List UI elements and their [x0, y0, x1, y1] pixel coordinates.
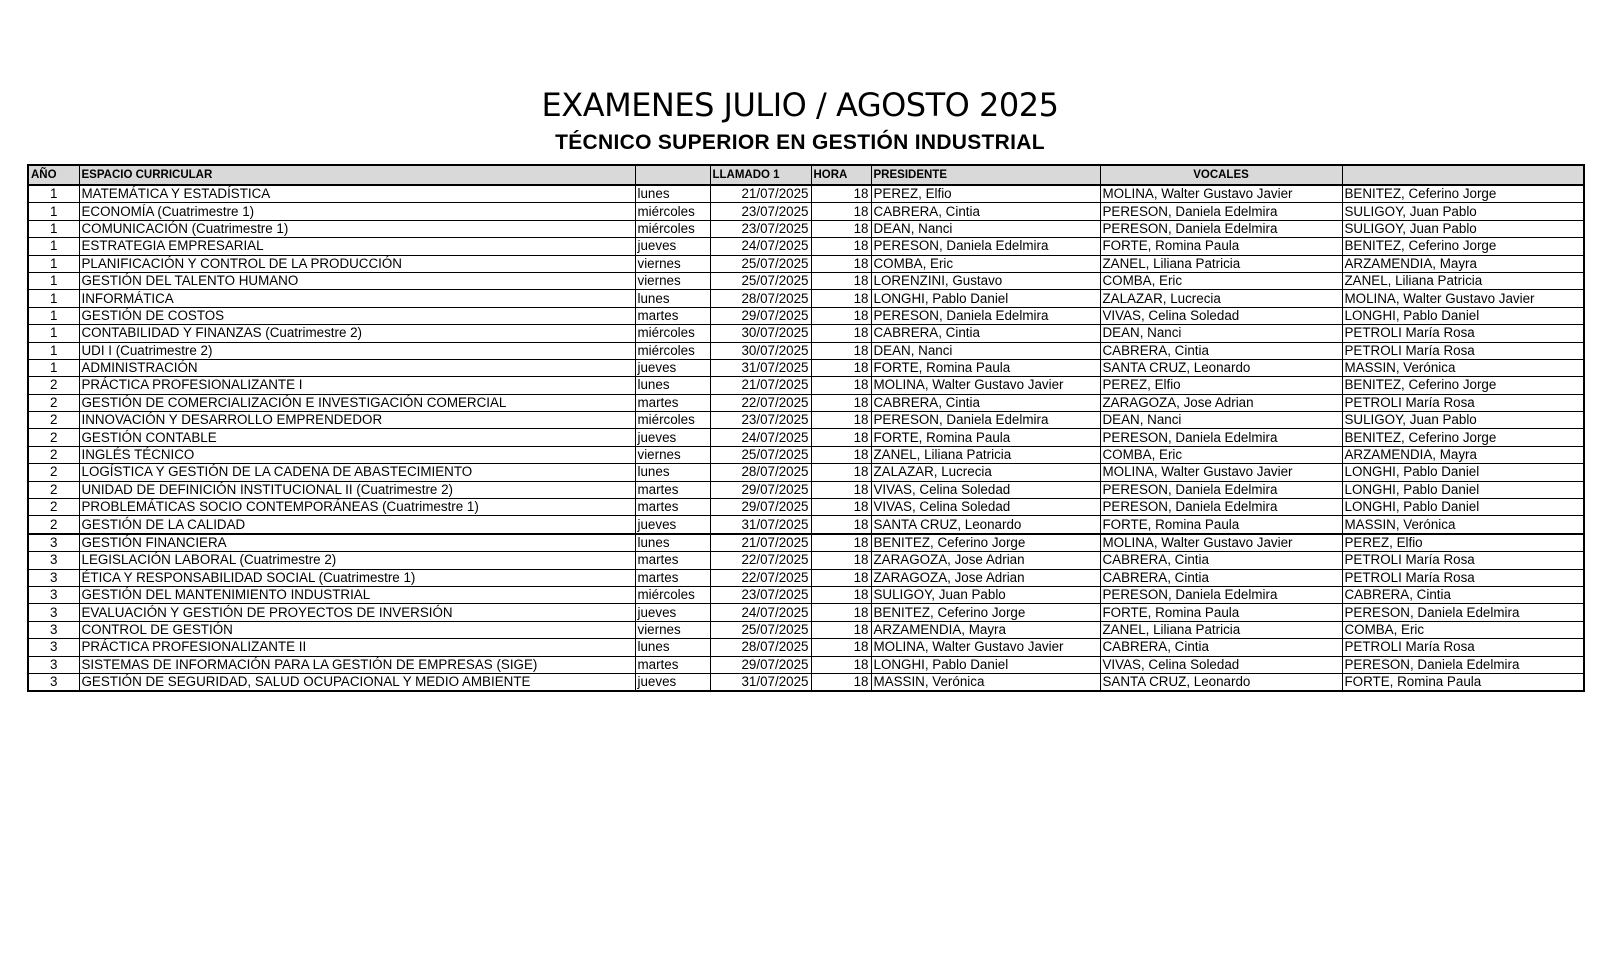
cell-dia: viernes — [635, 255, 710, 272]
cell-presidente: DEAN, Nanci — [871, 342, 1100, 359]
cell-vocal2: LONGHI, Pablo Daniel — [1342, 307, 1584, 324]
cell-fecha: 30/07/2025 — [710, 325, 811, 342]
cell-vocal2: MOLINA, Walter Gustavo Javier — [1342, 290, 1584, 307]
cell-vocal1: CABRERA, Cintia — [1100, 639, 1342, 656]
cell-presidente: CABRERA, Cintia — [871, 325, 1100, 342]
cell-dia: martes — [635, 394, 710, 411]
cell-hora: 18 — [811, 604, 871, 621]
cell-dia: jueves — [635, 429, 710, 446]
cell-fecha: 25/07/2025 — [710, 446, 811, 463]
cell-anio: 2 — [28, 481, 79, 498]
cell-vocal2: SULIGOY, Juan Pablo — [1342, 203, 1584, 220]
cell-vocal1: PERESON, Daniela Edelmira — [1100, 203, 1342, 220]
cell-vocal1: PERESON, Daniela Edelmira — [1100, 220, 1342, 237]
cell-presidente: CABRERA, Cintia — [871, 203, 1100, 220]
cell-vocal2: BENITEZ, Ceferino Jorge — [1342, 185, 1584, 203]
cell-espacio: GESTIÓN DE SEGURIDAD, SALUD OCUPACIONAL Y MEDIO AMBIENTE — [79, 673, 635, 691]
cell-hora: 18 — [811, 586, 871, 603]
cell-espacio: PRÁCTICA PROFESIONALIZANTE I — [79, 377, 635, 394]
cell-dia: lunes — [635, 290, 710, 307]
cell-vocal2: PETROLI María Rosa — [1342, 552, 1584, 569]
cell-hora: 18 — [811, 552, 871, 569]
cell-vocal2: PETROLI María Rosa — [1342, 394, 1584, 411]
table-row — [28, 621, 1584, 638]
cell-anio: 1 — [28, 185, 79, 203]
cell-hora: 18 — [811, 621, 871, 638]
cell-espacio: GESTIÓN DE COMERCIALIZACIÓN E INVESTIGACIÓN COMERCIAL — [79, 394, 635, 411]
cell-anio: 2 — [28, 412, 79, 429]
cell-fecha: 31/07/2025 — [710, 673, 811, 691]
cell-vocal1: ZANEL, Liliana Patricia — [1100, 621, 1342, 638]
cell-hora: 18 — [811, 412, 871, 429]
cell-vocal2: PETROLI María Rosa — [1342, 342, 1584, 359]
cell-fecha: 31/07/2025 — [710, 516, 811, 534]
cell-hora: 18 — [811, 569, 871, 586]
cell-vocal1: ZANEL, Liliana Patricia — [1100, 255, 1342, 272]
cell-dia: martes — [635, 552, 710, 569]
cell-hora: 18 — [811, 516, 871, 534]
cell-presidente: DEAN, Nanci — [871, 220, 1100, 237]
cell-vocal2: MASSIN, Verónica — [1342, 359, 1584, 376]
table-row — [28, 359, 1584, 376]
cell-espacio: CONTABILIDAD Y FINANZAS (Cuatrimestre 2) — [79, 325, 635, 342]
cell-presidente: ZARAGOZA, Jose Adrian — [871, 552, 1100, 569]
cell-vocal2: PEREZ, Elfio — [1342, 534, 1584, 552]
cell-presidente: ZANEL, Liliana Patricia — [871, 446, 1100, 463]
cell-vocal1: PERESON, Daniela Edelmira — [1100, 429, 1342, 446]
cell-fecha: 22/07/2025 — [710, 569, 811, 586]
table-row — [28, 499, 1584, 516]
cell-fecha: 29/07/2025 — [710, 499, 811, 516]
cell-vocal2: LONGHI, Pablo Daniel — [1342, 481, 1584, 498]
table-row — [28, 377, 1584, 394]
table-row — [28, 255, 1584, 272]
cell-vocal1: COMBA, Eric — [1100, 272, 1342, 289]
cell-vocal1: MOLINA, Walter Gustavo Javier — [1100, 534, 1342, 552]
col-header-hora: HORA — [811, 165, 871, 185]
table-row — [28, 673, 1584, 691]
cell-dia: jueves — [635, 238, 710, 255]
cell-hora: 18 — [811, 220, 871, 237]
cell-fecha: 25/07/2025 — [710, 272, 811, 289]
cell-presidente: MASSIN, Verónica — [871, 673, 1100, 691]
cell-vocal1: CABRERA, Cintia — [1100, 342, 1342, 359]
cell-vocal2: PERESON, Daniela Edelmira — [1342, 656, 1584, 673]
cell-vocal1: ZALAZAR, Lucrecia — [1100, 290, 1342, 307]
table-row — [28, 656, 1584, 673]
cell-vocal2: PETROLI María Rosa — [1342, 569, 1584, 586]
cell-presidente: FORTE, Romina Paula — [871, 429, 1100, 446]
table-row — [28, 464, 1584, 481]
cell-anio: 3 — [28, 639, 79, 656]
table-row — [28, 307, 1584, 324]
cell-vocal1: PEREZ, Elfio — [1100, 377, 1342, 394]
cell-fecha: 23/07/2025 — [710, 220, 811, 237]
table-row — [28, 325, 1584, 342]
cell-dia: lunes — [635, 464, 710, 481]
cell-presidente: COMBA, Eric — [871, 255, 1100, 272]
col-header-presidente: PRESIDENTE — [871, 165, 1100, 185]
cell-espacio: PLANIFICACIÓN Y CONTROL DE LA PRODUCCIÓN — [79, 255, 635, 272]
table-header — [28, 165, 1584, 185]
cell-fecha: 28/07/2025 — [710, 639, 811, 656]
cell-anio: 3 — [28, 534, 79, 552]
cell-vocal1: FORTE, Romina Paula — [1100, 238, 1342, 255]
page-subtitle: TÉCNICO SUPERIOR EN GESTIÓN INDUSTRIAL — [555, 131, 1045, 154]
cell-fecha: 25/07/2025 — [710, 621, 811, 638]
table-row — [28, 203, 1584, 220]
cell-hora: 18 — [811, 238, 871, 255]
table-row — [28, 586, 1584, 603]
cell-vocal1: DEAN, Nanci — [1100, 325, 1342, 342]
cell-dia: miércoles — [635, 325, 710, 342]
col-header-vocal2 — [1342, 165, 1584, 185]
table-row — [28, 185, 1584, 203]
cell-anio: 1 — [28, 325, 79, 342]
cell-hora: 18 — [811, 272, 871, 289]
cell-dia: miércoles — [635, 412, 710, 429]
cell-hora: 18 — [811, 499, 871, 516]
cell-dia: jueves — [635, 516, 710, 534]
cell-vocal1: FORTE, Romina Paula — [1100, 604, 1342, 621]
cell-vocal1: PERESON, Daniela Edelmira — [1100, 586, 1342, 603]
cell-vocal2: CABRERA, Cintia — [1342, 586, 1584, 603]
cell-fecha: 23/07/2025 — [710, 412, 811, 429]
cell-espacio: EVALUACIÓN Y GESTIÓN DE PROYECTOS DE INVERSIÓN — [79, 604, 635, 621]
cell-dia: viernes — [635, 446, 710, 463]
cell-hora: 18 — [811, 481, 871, 498]
exam-schedule-table — [27, 164, 1585, 692]
cell-hora: 18 — [811, 656, 871, 673]
cell-presidente: FORTE, Romina Paula — [871, 359, 1100, 376]
cell-hora: 18 — [811, 185, 871, 203]
cell-presidente: MOLINA, Walter Gustavo Javier — [871, 377, 1100, 394]
table-row — [28, 552, 1584, 569]
col-header-anio: AÑO — [28, 165, 79, 185]
cell-dia: viernes — [635, 621, 710, 638]
cell-espacio: GESTIÓN DEL MANTENIMIENTO INDUSTRIAL — [79, 586, 635, 603]
cell-dia: miércoles — [635, 342, 710, 359]
cell-espacio: PROBLEMÁTICAS SOCIO CONTEMPORÁNEAS (Cuatrimestre 1) — [79, 499, 635, 516]
cell-presidente: LORENZINI, Gustavo — [871, 272, 1100, 289]
cell-vocal2: COMBA, Eric — [1342, 621, 1584, 638]
cell-espacio: ESTRATEGIA EMPRESARIAL — [79, 238, 635, 255]
table-row — [28, 516, 1584, 534]
cell-hora: 18 — [811, 534, 871, 552]
cell-espacio: ADMINISTRACIÓN — [79, 359, 635, 376]
cell-fecha: 25/07/2025 — [710, 255, 811, 272]
cell-anio: 1 — [28, 203, 79, 220]
table-body — [28, 185, 1584, 691]
cell-presidente: VIVAS, Celina Soledad — [871, 481, 1100, 498]
cell-fecha: 24/07/2025 — [710, 429, 811, 446]
cell-anio: 2 — [28, 377, 79, 394]
col-header-dia — [635, 165, 710, 185]
cell-espacio: ECONOMÍA (Cuatrimestre 1) — [79, 203, 635, 220]
cell-anio: 1 — [28, 307, 79, 324]
table-row — [28, 290, 1584, 307]
cell-presidente: PERESON, Daniela Edelmira — [871, 307, 1100, 324]
cell-vocal1: CABRERA, Cintia — [1100, 552, 1342, 569]
cell-vocal2: BENITEZ, Ceferino Jorge — [1342, 429, 1584, 446]
cell-vocal2: SULIGOY, Juan Pablo — [1342, 412, 1584, 429]
cell-dia: jueves — [635, 604, 710, 621]
cell-dia: martes — [635, 656, 710, 673]
cell-vocal2: PETROLI María Rosa — [1342, 325, 1584, 342]
cell-hora: 18 — [811, 394, 871, 411]
cell-vocal2: BENITEZ, Ceferino Jorge — [1342, 377, 1584, 394]
cell-presidente: SULIGOY, Juan Pablo — [871, 586, 1100, 603]
cell-espacio: GESTIÓN FINANCIERA — [79, 534, 635, 552]
cell-espacio: LOGÍSTICA Y GESTIÓN DE LA CADENA DE ABASTECIMIENTO — [79, 464, 635, 481]
cell-presidente: CABRERA, Cintia — [871, 394, 1100, 411]
cell-fecha: 30/07/2025 — [710, 342, 811, 359]
cell-hora: 18 — [811, 377, 871, 394]
cell-dia: lunes — [635, 639, 710, 656]
cell-dia: lunes — [635, 534, 710, 552]
cell-fecha: 29/07/2025 — [710, 656, 811, 673]
cell-anio: 2 — [28, 394, 79, 411]
cell-fecha: 31/07/2025 — [710, 359, 811, 376]
cell-vocal1: PERESON, Daniela Edelmira — [1100, 481, 1342, 498]
cell-hora: 18 — [811, 342, 871, 359]
cell-anio: 1 — [28, 290, 79, 307]
cell-hora: 18 — [811, 255, 871, 272]
cell-anio: 3 — [28, 656, 79, 673]
cell-dia: jueves — [635, 359, 710, 376]
cell-presidente: BENITEZ, Ceferino Jorge — [871, 534, 1100, 552]
cell-vocal1: MOLINA, Walter Gustavo Javier — [1100, 464, 1342, 481]
cell-vocal1: DEAN, Nanci — [1100, 412, 1342, 429]
cell-hora: 18 — [811, 639, 871, 656]
table-row — [28, 639, 1584, 656]
table-row — [28, 342, 1584, 359]
cell-espacio: INFORMÁTICA — [79, 290, 635, 307]
cell-dia: martes — [635, 307, 710, 324]
cell-espacio: COMUNICACIÓN (Cuatrimestre 1) — [79, 220, 635, 237]
cell-anio: 2 — [28, 516, 79, 534]
table-row — [28, 412, 1584, 429]
cell-vocal2: ZANEL, Liliana Patricia — [1342, 272, 1584, 289]
cell-hora: 18 — [811, 464, 871, 481]
cell-anio: 2 — [28, 429, 79, 446]
cell-presidente: SANTA CRUZ, Leonardo — [871, 516, 1100, 534]
cell-fecha: 21/07/2025 — [710, 377, 811, 394]
table-row — [28, 394, 1584, 411]
cell-dia: martes — [635, 569, 710, 586]
cell-presidente: BENITEZ, Ceferino Jorge — [871, 604, 1100, 621]
table-row — [28, 481, 1584, 498]
col-header-espacio: ESPACIO CURRICULAR — [79, 165, 635, 185]
cell-presidente: PEREZ, Elfio — [871, 185, 1100, 203]
cell-fecha: 28/07/2025 — [710, 464, 811, 481]
cell-presidente: PERESON, Daniela Edelmira — [871, 412, 1100, 429]
cell-fecha: 23/07/2025 — [710, 203, 811, 220]
cell-presidente: MOLINA, Walter Gustavo Javier — [871, 639, 1100, 656]
cell-fecha: 22/07/2025 — [710, 394, 811, 411]
cell-hora: 18 — [811, 307, 871, 324]
table-row — [28, 569, 1584, 586]
cell-anio: 1 — [28, 255, 79, 272]
cell-vocal2: FORTE, Romina Paula — [1342, 673, 1584, 691]
cell-anio: 3 — [28, 569, 79, 586]
cell-vocal2: PERESON, Daniela Edelmira — [1342, 604, 1584, 621]
cell-dia: lunes — [635, 185, 710, 203]
cell-hora: 18 — [811, 673, 871, 691]
cell-espacio: GESTIÓN DE COSTOS — [79, 307, 635, 324]
cell-vocal1: ZARAGOZA, Jose Adrian — [1100, 394, 1342, 411]
col-header-llamado: LLAMADO 1 — [710, 165, 811, 185]
cell-vocal1: SANTA CRUZ, Leonardo — [1100, 359, 1342, 376]
cell-anio: 3 — [28, 673, 79, 691]
cell-fecha: 29/07/2025 — [710, 307, 811, 324]
cell-vocal2: PETROLI María Rosa — [1342, 639, 1584, 656]
cell-dia: martes — [635, 499, 710, 516]
cell-hora: 18 — [811, 325, 871, 342]
cell-vocal1: SANTA CRUZ, Leonardo — [1100, 673, 1342, 691]
cell-dia: miércoles — [635, 586, 710, 603]
cell-dia: miércoles — [635, 203, 710, 220]
cell-anio: 2 — [28, 499, 79, 516]
cell-vocal1: COMBA, Eric — [1100, 446, 1342, 463]
cell-fecha: 29/07/2025 — [710, 481, 811, 498]
cell-hora: 18 — [811, 290, 871, 307]
cell-vocal2: BENITEZ, Ceferino Jorge — [1342, 238, 1584, 255]
cell-anio: 1 — [28, 272, 79, 289]
table-row — [28, 534, 1584, 552]
table-row — [28, 272, 1584, 289]
cell-espacio: GESTIÓN DE LA CALIDAD — [79, 516, 635, 534]
cell-anio: 3 — [28, 604, 79, 621]
cell-dia: miércoles — [635, 220, 710, 237]
cell-espacio: MATEMÁTICA Y ESTADÍSTICA — [79, 185, 635, 203]
table-row — [28, 220, 1584, 237]
cell-vocal1: CABRERA, Cintia — [1100, 569, 1342, 586]
cell-vocal2: SULIGOY, Juan Pablo — [1342, 220, 1584, 237]
cell-anio: 1 — [28, 359, 79, 376]
cell-espacio: UDI I (Cuatrimestre 2) — [79, 342, 635, 359]
cell-fecha: 28/07/2025 — [710, 290, 811, 307]
cell-espacio: LEGISLACIÓN LABORAL (Cuatrimestre 2) — [79, 552, 635, 569]
cell-fecha: 22/07/2025 — [710, 552, 811, 569]
page-title: EXAMENES JULIO / AGOSTO 2025 — [541, 86, 1059, 124]
cell-espacio: CONTROL DE GESTIÓN — [79, 621, 635, 638]
table-row — [28, 238, 1584, 255]
cell-presidente: LONGHI, Pablo Daniel — [871, 290, 1100, 307]
cell-dia: viernes — [635, 272, 710, 289]
cell-espacio: GESTIÓN DEL TALENTO HUMANO — [79, 272, 635, 289]
cell-vocal1: VIVAS, Celina Soledad — [1100, 307, 1342, 324]
cell-hora: 18 — [811, 429, 871, 446]
cell-presidente: ARZAMENDIA, Mayra — [871, 621, 1100, 638]
cell-dia: jueves — [635, 673, 710, 691]
cell-espacio: SISTEMAS DE INFORMACIÓN PARA LA GESTIÓN DE EMPRESAS (SIGE) — [79, 656, 635, 673]
cell-anio: 1 — [28, 220, 79, 237]
cell-vocal2: LONGHI, Pablo Daniel — [1342, 499, 1584, 516]
cell-vocal1: PERESON, Daniela Edelmira — [1100, 499, 1342, 516]
cell-presidente: VIVAS, Celina Soledad — [871, 499, 1100, 516]
cell-vocal1: MOLINA, Walter Gustavo Javier — [1100, 185, 1342, 203]
cell-vocal2: LONGHI, Pablo Daniel — [1342, 464, 1584, 481]
cell-espacio: UNIDAD DE DEFINICIÓN INSTITUCIONAL II (Cuatrimestre 2) — [79, 481, 635, 498]
cell-presidente: ZALAZAR, Lucrecia — [871, 464, 1100, 481]
cell-fecha: 21/07/2025 — [710, 534, 811, 552]
table-row — [28, 604, 1584, 621]
col-header-vocales: VOCALES — [1100, 165, 1342, 185]
cell-anio: 2 — [28, 446, 79, 463]
cell-espacio: PRÁCTICA PROFESIONALIZANTE II — [79, 639, 635, 656]
cell-fecha: 21/07/2025 — [710, 185, 811, 203]
cell-fecha: 24/07/2025 — [710, 604, 811, 621]
cell-fecha: 23/07/2025 — [710, 586, 811, 603]
cell-presidente: ZARAGOZA, Jose Adrian — [871, 569, 1100, 586]
table-row — [28, 429, 1584, 446]
cell-hora: 18 — [811, 446, 871, 463]
table-row — [28, 446, 1584, 463]
cell-anio: 3 — [28, 586, 79, 603]
cell-anio: 3 — [28, 552, 79, 569]
cell-hora: 18 — [811, 359, 871, 376]
header-row — [28, 165, 1584, 185]
cell-anio: 1 — [28, 342, 79, 359]
cell-presidente: PERESON, Daniela Edelmira — [871, 238, 1100, 255]
cell-dia: lunes — [635, 377, 710, 394]
cell-hora: 18 — [811, 203, 871, 220]
cell-espacio: INGLÉS TÉCNICO — [79, 446, 635, 463]
cell-presidente: LONGHI, Pablo Daniel — [871, 656, 1100, 673]
cell-anio: 3 — [28, 621, 79, 638]
cell-vocal1: VIVAS, Celina Soledad — [1100, 656, 1342, 673]
cell-fecha: 24/07/2025 — [710, 238, 811, 255]
cell-vocal1: FORTE, Romina Paula — [1100, 516, 1342, 534]
cell-dia: martes — [635, 481, 710, 498]
cell-vocal2: MASSIN, Verónica — [1342, 516, 1584, 534]
cell-vocal2: ARZAMENDIA, Mayra — [1342, 255, 1584, 272]
cell-anio: 1 — [28, 238, 79, 255]
cell-espacio: ÉTICA Y RESPONSABILIDAD SOCIAL (Cuatrimestre 1) — [79, 569, 635, 586]
cell-anio: 2 — [28, 464, 79, 481]
cell-espacio: INNOVACIÓN Y DESARROLLO EMPRENDEDOR — [79, 412, 635, 429]
cell-vocal2: ARZAMENDIA, Mayra — [1342, 446, 1584, 463]
cell-espacio: GESTIÓN CONTABLE — [79, 429, 635, 446]
